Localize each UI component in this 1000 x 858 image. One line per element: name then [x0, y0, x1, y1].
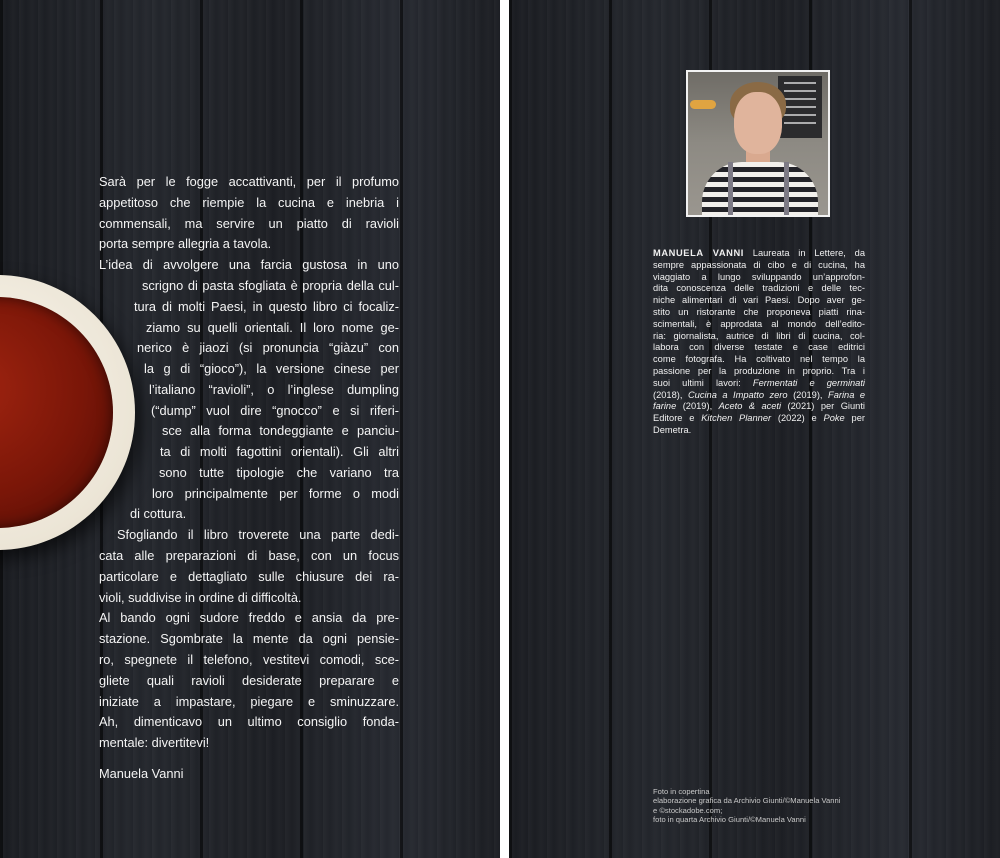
intro-wrap-line: [146, 318, 399, 339]
bio-line: stito un ristorante che proponeva piatti rina-: [653, 306, 865, 317]
tea-cup-image: [0, 275, 135, 550]
intro-line: cata alle preparazioni di base, con un focus: [99, 548, 399, 563]
intro-line: Sarà per le fogge accattivanti, per il profumo: [99, 174, 399, 189]
author-signature: Manuela Vanni: [99, 766, 184, 781]
book-title: Poke: [823, 413, 845, 424]
bio-line: farine (2019), Aceto & aceti (2021) per Giunti: [653, 401, 865, 412]
intro-line: gliete quali ravioli desiderate preparare e: [99, 672, 399, 688]
intro-wrap-line: [152, 484, 399, 505]
author-portrait: [686, 70, 830, 217]
credit-line: foto in quarta Archivio Giunti/©Manuela Vanni: [653, 815, 806, 825]
intro-line: ziamo su quelli orientali. Il loro nome ge-: [146, 320, 399, 335]
book-title: Fermentati e germinati: [752, 377, 865, 388]
intro-wrap-line: [137, 338, 399, 359]
center-gutter: [500, 0, 509, 858]
intro-line: nerico è jiaozi (si pronuncia “giàzu” con: [137, 340, 399, 355]
bio-line: suoi ultimi lavori: Fermentati e germinati: [653, 377, 865, 388]
intro-wrap-line: [162, 421, 399, 442]
intro-line: L’idea di avvolgere una farcia gustosa in uno: [99, 257, 399, 273]
intro-line: l’italiano “ravioli”, o l’inglese dumpling: [149, 382, 399, 397]
intro-line: Ah, dimenticavo un ultimo consiglio fonda-: [99, 714, 399, 730]
credit-line: e ©stockadobe.com;: [653, 805, 723, 815]
intro-wrap-line: [117, 525, 399, 546]
intro-wrap-line: [134, 297, 399, 318]
intro-line: iniziate a impastare, piegare e sminuzzare.: [99, 693, 399, 709]
intro-line: porta sempre allegria a tavola.: [99, 236, 272, 252]
apron-strap: [784, 162, 789, 217]
intro-line: tura di molti Paesi, in questo libro ci focaliz-: [134, 299, 399, 314]
apron-strap: [728, 162, 733, 217]
intro-wrap-line: [160, 442, 399, 463]
bio-line: Demetra.: [653, 424, 692, 435]
bio-line: come fotografa. Ha coltivato nel tempo la: [653, 354, 865, 365]
bio-line: passione per la produzione in proprio. Tra i: [653, 365, 865, 376]
intro-paragraph-2: [99, 546, 399, 754]
intro-wrap-line: [149, 380, 399, 401]
book-title: Kitchen Planner: [701, 413, 772, 424]
intro-line: loro principalmente per forme o modi: [152, 486, 399, 501]
bio-line: labora con diverse testate e case editrici: [653, 342, 865, 353]
bio-line: dita conoscenza delle tradizioni e delle tec-: [653, 283, 865, 294]
intro-line: Al bando ogni sudore freddo e ansia da pre-: [99, 610, 399, 626]
intro-line: stazione. Sgombrate la mente da ogni pensie-: [99, 631, 399, 647]
intro-line: (“dump” vuol dire “gnocco” e si riferi-: [151, 403, 399, 418]
bio-line: ria: giornalista, autrice di libri di cucina, col-: [653, 330, 865, 341]
bio-line: (2018), Cucina a Impatto zero (2019), Farina e: [653, 389, 866, 400]
intro-line: sce alla forma tondeggiante e panciu-: [162, 423, 399, 438]
intro-line: ro, spegnete il telefono, vestitevi comodi, sce-: [99, 651, 399, 667]
intro-line: commensali, ma servire un piatto di ravioli: [99, 215, 399, 231]
tea-surface: [0, 297, 113, 528]
bio-line: viaggiato a lungo sviluppando un’approfon-: [653, 271, 865, 282]
book-title: farine: [653, 401, 677, 412]
intro-line: violi, suddivise in ordine di difficoltà.: [99, 589, 302, 605]
intro-wrap-line: [144, 359, 399, 380]
intro-line: particolare e dettagliato sulle chiusure dei ra-: [99, 568, 399, 584]
lamp: [690, 100, 716, 109]
book-title: Farina e: [828, 389, 866, 400]
intro-line: scrigno di pasta sfogliata è propria della cul-: [142, 278, 399, 293]
credit-line: elaborazione grafica da Archivio Giunti/©Manuela Vanni: [653, 796, 841, 806]
credit-line: Foto in copertina: [653, 787, 710, 796]
striped-shirt: [702, 162, 818, 217]
bio-line: niche alimentari di vari Paesi. Dopo aver ge-: [653, 295, 865, 306]
intro-wrap-line: [142, 276, 399, 297]
bio-line: sempre appassionata di cibo e di cucina, ha: [653, 259, 865, 270]
bio-line: MANUELA VANNI Laureata in Lettere, da: [653, 248, 865, 258]
face: [734, 92, 782, 154]
intro-line: la g di “gioco”), la versione cinese per: [144, 361, 399, 376]
photo-credits: [653, 787, 840, 825]
bio-line: scimentali, è approdata al mondo dell’edito-: [653, 318, 865, 329]
intro-line: mentale: divertitevi!: [99, 735, 210, 751]
bio-line: Editore e Kitchen Planner (2022) e Poke per: [653, 413, 865, 424]
book-title: Aceto & aceti: [718, 401, 782, 412]
intro-line: Sfogliando il libro troverete una parte dedi-: [117, 527, 399, 542]
intro-wrap-line: [130, 504, 399, 525]
intro-wrap-line: [151, 401, 399, 422]
intro-line: appetitoso che riempie la cucina e inebria i: [99, 194, 399, 210]
intro-paragraph-1: [99, 172, 399, 276]
book-title: Cucina a Impatto zero: [687, 389, 788, 400]
intro-line: sono tutte tipologie che variano tra: [159, 465, 399, 480]
author-name: MANUELA VANNI: [653, 248, 744, 258]
author-bio: [653, 248, 865, 437]
intro-line: ta di molti fagottini orientali). Gli altri: [160, 444, 399, 459]
intro-line: di cottura.: [130, 506, 187, 521]
intro-wrap-line: [159, 463, 399, 484]
